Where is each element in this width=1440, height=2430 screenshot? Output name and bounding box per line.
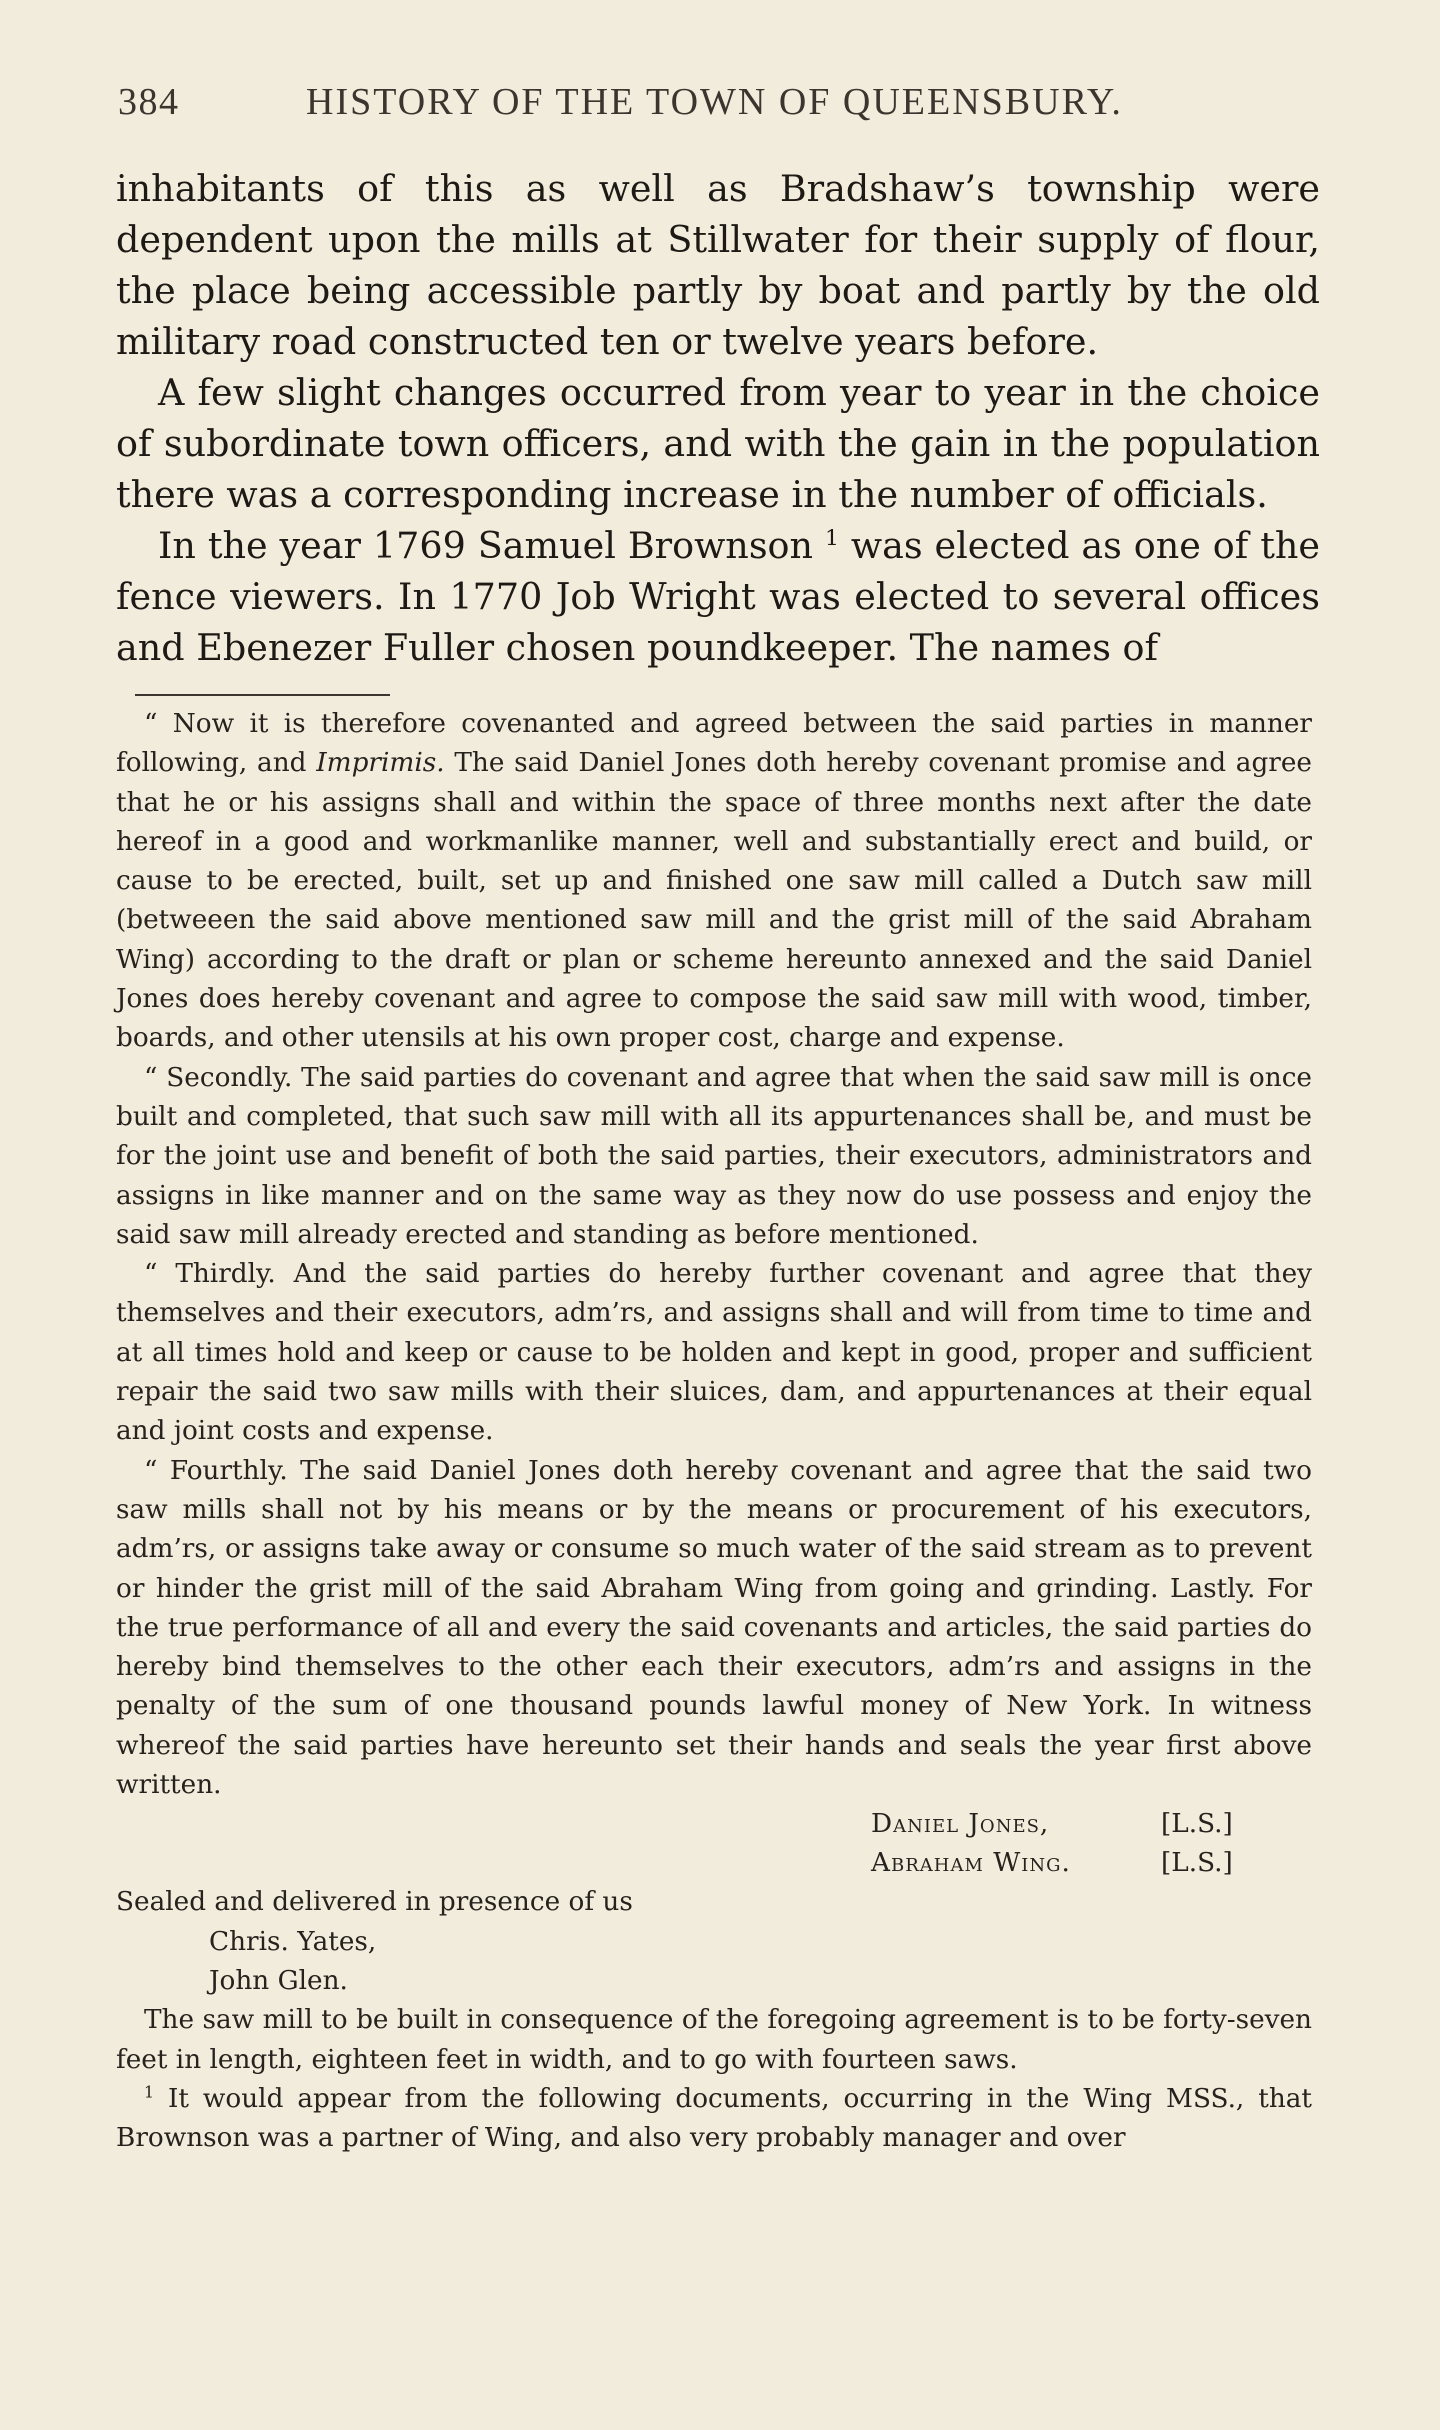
footnote-reference: 1 (824, 525, 839, 551)
footnote-paragraph: “ Secondly. The said parties do covenant and agree that when the said saw mill is once built and completed, that such saw mill with all its appurtenances shall be, and must be for the joint use and benefit of both the said parties, their executors, administrators and assigns in like manner and on the same way as they now do use possess and enjoy the said saw mill already erected and standing as before mentioned. (116, 1062, 1312, 1250)
main-text (116, 163, 1320, 673)
footnote-text: The said Daniel Jones doth hereby covenant promise and agree that he or his assigns shall and within the space of three months next after the date hereof in a good and workmanlike manner, well and substantially erect and build, or cause to be erected, built, set up and finished one saw mill called a Dutch saw mill (betweeen the said above mentioned saw mill and the grist mill of the said Abraham Wing) according to the draft or plan or scheme hereunto annexed and the said Daniel Jones does hereby covenant and agree to compose the said saw mill with wood, timber, boards, and other utensils at his own proper cost, charge and expense. (116, 748, 1312, 1054)
running-header (118, 80, 1318, 124)
footnote-paragraph (116, 705, 1312, 1059)
body-paragraph: inhabitants of this as well as Bradshaw’s township were dependent upon the mills at Stillwater for their supply of flour, the place being accessible partly by boat and partly by the old military road constructed ten or twelve years before. (116, 167, 1320, 363)
signer-name: Daniel Jones, (871, 1809, 1050, 1840)
signer-name: Abraham Wing. (871, 1848, 1071, 1879)
body-paragraph (116, 520, 1320, 673)
italic-term: Imprimis. (316, 748, 445, 779)
signatures (116, 1805, 1312, 1883)
footnote-divider (135, 694, 390, 696)
footnote-paragraph (116, 2080, 1312, 2159)
witness-name: Chris. Yates, (209, 1926, 377, 1957)
footnotes (116, 705, 1312, 2158)
seal-mark: [L.S.] (1161, 1809, 1233, 1840)
seal-mark: [L.S.] (1161, 1848, 1233, 1879)
sealed-line: Sealed and delivered in presence of us (116, 1887, 633, 1918)
page-number: 384 (118, 81, 180, 123)
footnote-paragraph: “ Thirdly. And the said parties do hereby further covenant and agree that they themselves and their executors, adm’rs, and assigns shall and will from time to time and at all times hold and keep or cause to be holden and kept in good, proper and sufficient repair the said two saw mills with their sluices, dam, and appurtenances at their equal and joint costs and expense. (116, 1259, 1312, 1447)
body-paragraph: A few slight changes occurred from year to year in the choice of subordinate town officers, and with the gain in the population there was a corresponding increase in the number of officials. (116, 371, 1320, 516)
body-text-span: was elected as one of the fence viewers. In 1770 Job Wright was elected to several offices and Ebenezer Fuller chosen poundkeeper. The names of (116, 524, 1320, 669)
running-title: HISTORY OF THE TOWN OF QUEENSBURY. (306, 81, 1123, 123)
footnote-paragraph: The saw mill to be built in consequence of the foregoing agreement is to be forty-seven feet in length, eighteen feet in width, and to go with fourteen saws. (116, 2005, 1312, 2075)
signature-line (871, 1805, 1311, 1844)
footnote-marker: 1 (144, 2082, 155, 2102)
body-text-span: In the year 1769 Samuel Brownson (158, 524, 814, 567)
footnote-paragraph: “ Fourthly. The said Daniel Jones doth hereby covenant and agree that the said two saw mills shall not by his means or by the means or procurement of his executors, adm’rs, or assigns take away or consume so much water of the said stream as to prevent or hinder the grist mill of the said Abraham Wing from going and grinding. Lastly. For the true performance of all and every the said covenants and articles, the said parties do hereby bind themselves to the other each their executors, adm’rs and assigns in the penalty of the sum of one thousand pounds lawful money of New York. In witness whereof the said parties have hereunto set their hands and seals the year first above written. (116, 1455, 1312, 1801)
witness-name: John Glen. (209, 1965, 348, 1996)
signature-line (871, 1844, 1311, 1883)
footnote-text: “ Now it is therefore covenanted and agreed between the said parties in manner following, and (116, 709, 1312, 779)
footnote-text: It would appear from the following documents, occurring in the Wing MSS., that Brownson was a partner of Wing, and also very probably manager and over (116, 2083, 1312, 2154)
